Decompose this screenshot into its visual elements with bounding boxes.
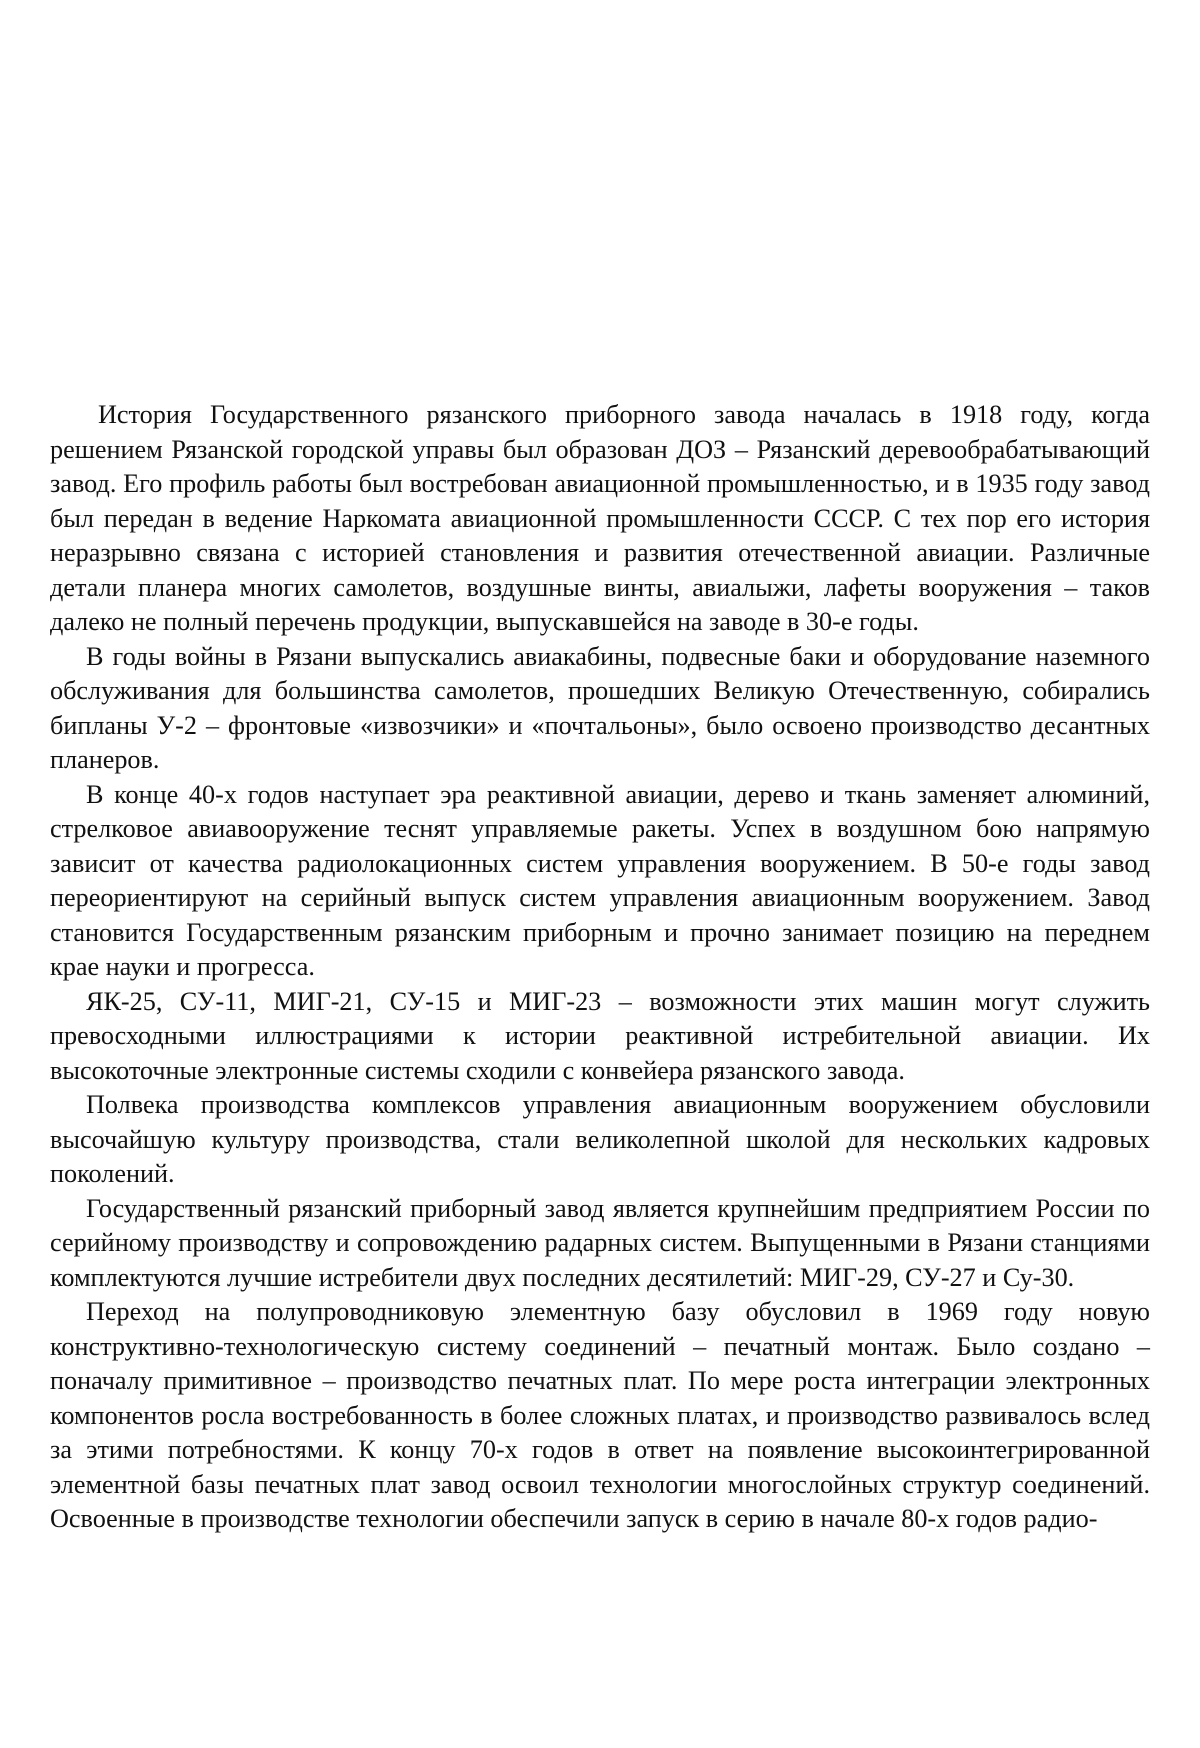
paragraph-7: Переход на полупроводниковую элементную базу обусловил в 1969 году новую конструктивно-технологическую систему соединений – печатный монтаж. Было создано – поначалу примитивное – производство печатных плат. По мере роста интеграции электронных компонентов росла востребованность в более сложных платах, и производство развивалось вслед за этими потребностями. К концу 70-х годов в ответ на появление высокоинтегрированной элементной базы печатных плат завод освоил технологии многослойных структур соединений. Освоенные в производстве технологии обеспечили запуск в серию в начале 80-х годов радио- — [50, 1297, 1150, 1533]
paragraph-5: Полвека производства комплексов управления авиационным вооружением обусловили высочайшую культуру производства, стали великолепной школой для нескольких кадровых поколений. — [50, 1090, 1150, 1188]
body-text — [50, 398, 1150, 1537]
paragraph-3: В конце 40-х годов наступает эра реактивной авиации, дерево и ткань заменяет алюминий, стрелковое авиавооружение теснят управляемые ракеты. Успех в воздушном бою напрямую зависит от качества радиолокационных систем управления вооружением. В 50-е годы завод переориентируют на серийный выпуск систем управления авиационным вооружением. Завод становится Государственным рязанским приборным и прочно занимает позицию на переднем крае науки и прогресса. — [50, 779, 1150, 981]
paragraph-4: ЯК-25, СУ-11, МИГ-21, СУ-15 и МИГ-23 – возможности этих машин могут служить превосходными иллюстрациями к истории реактивной истребительной авиации. Их высокоточные электронные системы сходили с конвейера рязанского завода. — [50, 986, 1150, 1085]
paragraph-6: Государственный рязанский приборный завод является крупнейшим предприятием России по серийному производству и сопровождению радарных систем. Выпущенными в Рязани станциями комплектуются лучшие истребители двух последних десятилетий: МИГ-29, СУ-27 и Су-30. — [50, 1193, 1150, 1292]
paragraph-2: В годы войны в Рязани выпускались авиакабины, подвесные баки и оборудование наземного обслуживания для большинства самолетов, прошедших Великую Отечественную, собирались бипланы У-2 – фронтовые «извозчики» и «почтальоны», было освоено производство десантных планеров. — [50, 641, 1150, 774]
paragraph-1: История Государственного рязанского приборного завода началась в 1918 году, когда решением Рязанской городской управы был образован ДОЗ – Рязанский деревообрабатывающий завод. Его профиль работы был востребован авиационной промышленностью, и в 1935 году завод был передан в ведение Наркомата авиационной промышленности СССР. С тех пор его история неразрывно связана с историей становления и развития отечественной авиации. Различные детали планера многих самолетов, воздушные винты, авиалыжи, лафеты вооружения – таков далеко не полный перечень продукции, выпускавшейся на заводе в 30-е годы. — [50, 400, 1150, 636]
